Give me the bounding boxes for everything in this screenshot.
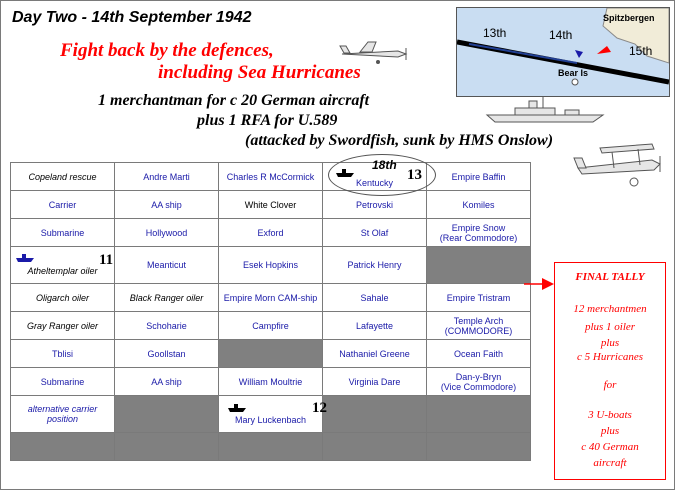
- map-label-14th: 14th: [549, 28, 573, 42]
- grid-cell: Tblisi: [11, 340, 115, 368]
- grid-cell-empty: [11, 433, 115, 461]
- destroyer-illustration: [485, 95, 605, 125]
- grid-cell: Gray Ranger oiler: [11, 312, 115, 340]
- tally-line: plus: [600, 337, 620, 349]
- grid-cell: Petrovski: [323, 191, 427, 219]
- grid-cell: Nathaniel Greene: [323, 340, 427, 368]
- subtitle-line-2: including Sea Hurricanes: [158, 62, 361, 83]
- hurricane-aircraft-illustration: [338, 40, 410, 68]
- page-title: Day Two - 14th September 1942: [12, 9, 252, 26]
- grid-cell: Submarine: [11, 368, 115, 396]
- grid-cell: Andre Marti: [115, 163, 219, 191]
- sunk-ship-icon: [228, 402, 246, 412]
- day-18-marker: 18th: [372, 158, 397, 172]
- grid-cell: alternative carrier position: [11, 396, 115, 433]
- grid-cell-empty: [427, 396, 531, 433]
- tally-line: plus: [600, 425, 620, 437]
- grid-cell: St Olaf: [323, 219, 427, 247]
- map-label-bear-island: Bear Is: [558, 68, 589, 78]
- grid-cell: Dan-y-Bryn (Vice Commodore): [427, 368, 531, 396]
- vice-commodore-note: (Vice Commodore): [440, 381, 517, 392]
- final-tally-box: [554, 262, 666, 480]
- summary-line-1: 1 merchantman for c 20 German aircraft: [98, 92, 370, 109]
- grid-cell: Schoharie: [115, 312, 219, 340]
- subtitle-line-1: Fight back by the defences,: [60, 40, 274, 61]
- convoy-formation-grid: [10, 162, 531, 461]
- route-map: [456, 7, 670, 97]
- grid-cell: Empire Baffin: [427, 163, 531, 191]
- grid-cell: Sahale: [323, 284, 427, 312]
- mary-luckenbach-number: 12: [312, 400, 327, 416]
- grid-cell: Atheltemplar oiler: [11, 247, 115, 284]
- grid-cell: Temple Arch (COMMODORE): [427, 312, 531, 340]
- grid-cell: Exford: [219, 219, 323, 247]
- map-label-spitzbergen: Spitzbergen: [603, 13, 655, 23]
- grid-cell-empty: [323, 433, 427, 461]
- tally-line: c 40 German: [581, 441, 639, 453]
- grid-cell: White Clover: [219, 191, 323, 219]
- tally-line: plus 1 oiler: [584, 321, 636, 333]
- map-label-15th: 15th: [629, 44, 653, 58]
- commodore-note: (COMMODORE): [444, 325, 513, 336]
- grid-cell-empty: [427, 433, 531, 461]
- grid-cell: Esek Hopkins: [219, 247, 323, 284]
- tally-line: aircraft: [593, 457, 627, 469]
- grid-cell: AA ship: [115, 368, 219, 396]
- grid-cell-empty: [219, 433, 323, 461]
- grid-cell: Ocean Faith: [427, 340, 531, 368]
- summary-line-3: (attacked by Swordfish, sunk by HMS Onslow): [245, 132, 554, 149]
- grid-cell: Meanticut: [115, 247, 219, 284]
- grid-cell: Mary Luckenbach: [219, 396, 323, 433]
- grid-cell: AA ship: [115, 191, 219, 219]
- rear-commodore-note: (Rear Commodore): [439, 232, 518, 243]
- tally-arrow-icon: [524, 276, 554, 292]
- grid-cell: Black Ranger oiler: [115, 284, 219, 312]
- grid-cell: Komiles: [427, 191, 531, 219]
- grid-cell: Campfire: [219, 312, 323, 340]
- grid-cell-empty: [115, 396, 219, 433]
- grid-cell: William Moultrie: [219, 368, 323, 396]
- atheltemplar-number: 11: [99, 252, 114, 268]
- grid-cell: Carrier: [11, 191, 115, 219]
- kentucky-number: 13: [407, 167, 422, 183]
- tally-line: 12 merchantmen: [573, 303, 647, 315]
- tally-line: for: [603, 379, 617, 391]
- grid-cell: Empire Tristram: [427, 284, 531, 312]
- tally-heading: FINAL TALLY: [575, 271, 645, 283]
- grid-cell: Kentucky: [323, 163, 427, 191]
- grid-cell: Oligarch oiler: [11, 284, 115, 312]
- sunk-ship-icon: [336, 167, 354, 177]
- grid-cell: Copeland rescue: [11, 163, 115, 191]
- grid-cell: Charles R McCormick: [219, 163, 323, 191]
- summary-line-2: plus 1 RFA for U.589: [197, 112, 338, 129]
- grid-cell: Empire Morn CAM-ship: [219, 284, 323, 312]
- swordfish-biplane-illustration: [572, 138, 664, 190]
- tally-line: c 5 Hurricanes: [577, 351, 643, 363]
- grid-cell: Patrick Henry: [323, 247, 427, 284]
- grid-cell-empty: [219, 340, 323, 368]
- grid-cell: Submarine: [11, 219, 115, 247]
- grid-cell-empty: [427, 247, 531, 284]
- grid-cell-empty: [115, 433, 219, 461]
- map-label-13th: 13th: [483, 26, 507, 40]
- tally-line: 3 U-boats: [588, 409, 632, 421]
- grid-cell: Goollstan: [115, 340, 219, 368]
- grid-cell: Empire Snow (Rear Commodore): [427, 219, 531, 247]
- sunk-ship-icon: [16, 252, 34, 262]
- grid-cell: Virginia Dare: [323, 368, 427, 396]
- grid-cell: Hollywood: [115, 219, 219, 247]
- grid-cell-empty: [323, 396, 427, 433]
- grid-cell: Lafayette: [323, 312, 427, 340]
